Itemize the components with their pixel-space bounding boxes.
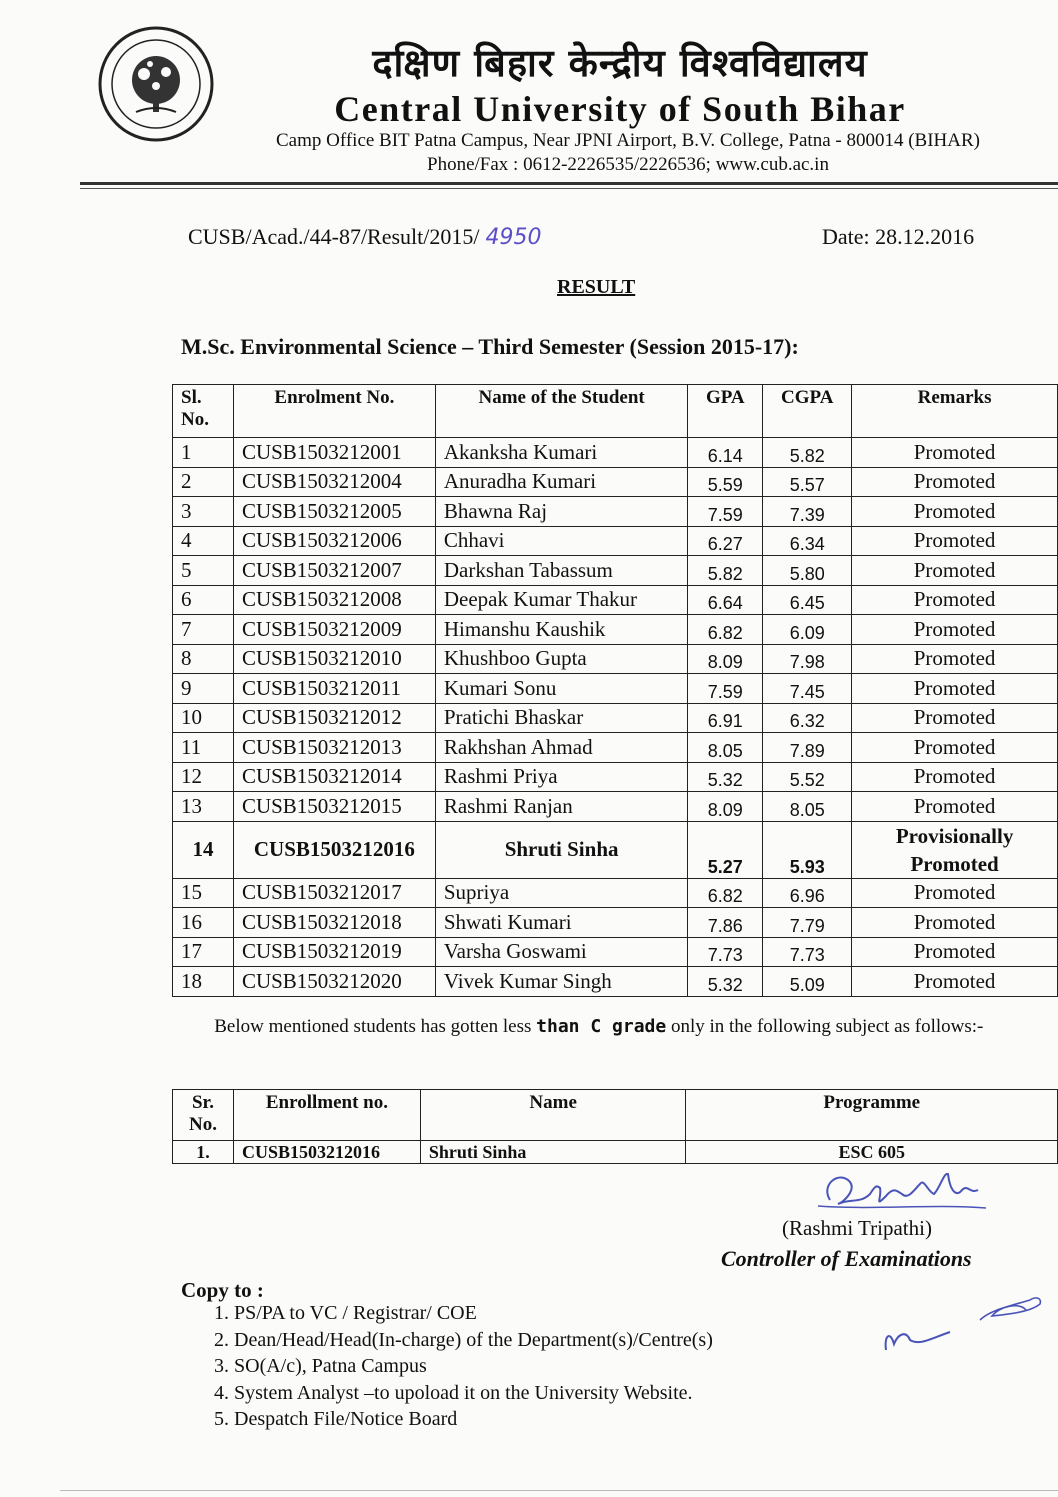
results-table-header [173,385,1058,438]
cell-student-name: Darkshan Tabassum [435,556,688,586]
results-table [172,384,1058,997]
cell-student-name: Varsha Goswami [435,937,688,967]
cell-enrolment: CUSB1503212018 [233,908,435,938]
cell-remarks: Promoted [852,615,1058,645]
cell-cgpa: 6.96 [763,878,852,908]
header-divider [80,182,1058,185]
note-text-1: Below mentioned students has gotten less [214,1016,537,1037]
cell-gpa: 7.73 [688,937,763,967]
cell-sl: 16 [173,908,234,938]
cell-remarks: Promoted [852,674,1058,704]
cell-enrolment: CUSB1503212008 [233,585,435,615]
grade-note [181,1014,1013,1039]
cell-cgpa: 7.73 [763,937,852,967]
cell-student-name: Rashmi Ranjan [435,792,688,822]
cell-sl: 2 [173,467,234,497]
list-item: 3. SO(A/c), Patna Campus [214,1355,427,1377]
cell-student-name: Anuradha Kumari [435,467,688,497]
cell-gpa: 7.86 [688,908,763,938]
cell-gpa: 6.91 [688,703,763,733]
cell-enrolment: CUSB1503212007 [233,556,435,586]
cell-cgpa: 5.09 [763,967,852,997]
cell-cgpa: 8.05 [763,792,852,822]
cell-remarks: Promoted [852,526,1058,556]
table-row [173,438,1058,468]
contact-line: Phone/Fax : 0612-2226535/2226536; www.cub.ac.in [427,154,829,175]
list-item: 4. System Analyst –to upoload it on the University Website. [214,1381,693,1404]
copy-to-heading: Copy to : [181,1278,264,1302]
cell-gpa: 6.14 [688,438,763,468]
cell-sl: 5 [173,556,234,586]
cell-remarks: Promoted [852,762,1058,792]
cell-sl: 14 [173,821,234,878]
table-row [173,967,1058,997]
letter-date: Date: 28.12.2016 [822,224,975,249]
cell-cgpa: 6.32 [763,703,852,733]
address-line: Camp Office BIT Patna Campus, Near JPNI Airport, B.V. College, Patna - 800014 (BIHAR) [276,130,980,151]
cell-gpa: 5.32 [688,762,763,792]
cell-sl: 10 [173,703,234,733]
page-bottom-line [60,1490,1058,1491]
table-row [173,497,1058,527]
handwritten-signature [810,1164,990,1220]
cell-enrolment: CUSB1503212006 [233,526,435,556]
cell-student-name: Deepak Kumar Thakur [435,585,688,615]
cell-gpa: 7.59 [688,497,763,527]
cell-sl: 8 [173,644,234,674]
cell-remarks: Promoted [852,937,1058,967]
programme-subtitle: M.Sc. Environmental Science – Third Semester (Session 2015-17): [181,334,799,359]
header-gpa: GPA [688,385,763,438]
header-sl: Sl. No. [173,385,234,438]
cell-enrolment: CUSB1503212020 [233,967,435,997]
cell-remarks: Promoted [852,908,1058,938]
result-heading: RESULT [557,276,636,298]
cell-cgpa: 7.89 [763,733,852,763]
cell-sl: 11 [173,733,234,763]
table-row [173,615,1058,645]
cell-student-name: Rashmi Priya [435,762,688,792]
table-row [173,556,1058,586]
cell-sl: 18 [173,967,234,997]
cell-enrolment: CUSB1503212012 [233,703,435,733]
cell-remarks: Promoted [852,967,1058,997]
cell-cgpa: 6.09 [763,615,852,645]
reference-handwritten-number: 4950 [485,225,542,250]
header-name: Name of the Student [435,385,688,438]
cell-student-name: Chhavi [435,526,688,556]
table-row [173,908,1058,938]
university-name-hindi: दक्षिण बिहार केन्द्रीय विश्वविद्यालय [372,41,868,85]
cell-enrolment: CUSB1503212014 [233,762,435,792]
cell-enrolment: CUSB1503212015 [233,792,435,822]
cell-student-name: Pratichi Bhaskar [435,703,688,733]
cell-gpa: 6.82 [688,615,763,645]
cell-student-name: Himanshu Kaushik [435,615,688,645]
header-programme: Programme [686,1090,1058,1141]
cell-sl: 15 [173,878,234,908]
table-row [173,1141,1058,1164]
cell-remarks: Promoted [852,585,1058,615]
cell-remarks: Provisionally Promoted [852,821,1058,878]
cell-enrolment: CUSB1503212001 [233,438,435,468]
cell-enrolment: CUSB1503212017 [233,878,435,908]
cell-student-name: Khushboo Gupta [435,644,688,674]
cell-gpa: 5.27 [688,821,763,878]
table-row [173,526,1058,556]
cell-cgpa: 5.57 [763,467,852,497]
header-enrolment: Enrolment No. [233,385,435,438]
cell-sl: 3 [173,497,234,527]
cell-student-name: Akanksha Kumari [435,438,688,468]
header-cgpa: CGPA [763,385,852,438]
cell-gpa: 5.59 [688,467,763,497]
cell-gpa: 6.82 [688,878,763,908]
cell-student-name: Shruti Sinha [435,821,688,878]
cell-name: Shruti Sinha [420,1141,686,1164]
header-sr: Sr. No. [173,1090,234,1141]
cell-enrolment: CUSB1503212009 [233,615,435,645]
cell-remarks: Promoted [852,878,1058,908]
reference-text: CUSB/Acad./44-87/Result/2015/ [188,224,480,249]
cell-cgpa: 5.93 [763,821,852,878]
cell-gpa: 8.05 [688,733,763,763]
cell-gpa: 6.27 [688,526,763,556]
cell-enrolment: CUSB1503212011 [233,674,435,704]
cell-cgpa: 7.79 [763,908,852,938]
cell-student-name: Rakhshan Ahmad [435,733,688,763]
handwritten-initials [880,1290,1050,1370]
cell-sl: 12 [173,762,234,792]
cell-remarks: Promoted [852,467,1058,497]
cell-cgpa: 5.52 [763,762,852,792]
grade-table [172,1089,1058,1164]
cell-sr: 1. [173,1141,234,1164]
table-row [173,792,1058,822]
table-row [173,733,1058,763]
cell-gpa: 7.59 [688,674,763,704]
note-text-2: only in the following subject as follows:- [666,1016,984,1037]
cell-remarks: Promoted [852,703,1058,733]
cell-sl: 6 [173,585,234,615]
list-item: 5. Despatch File/Notice Board [214,1408,458,1430]
cell-remarks: Promoted [852,497,1058,527]
grade-table-header [173,1090,1058,1141]
cell-cgpa: 6.45 [763,585,852,615]
cell-student-name: Bhawna Raj [435,497,688,527]
table-row [173,937,1058,967]
cell-remarks: Promoted [852,792,1058,822]
cell-cgpa: 5.82 [763,438,852,468]
cell-enrollment: CUSB1503212016 [233,1141,420,1164]
university-name-english: Central University of South Bihar [334,89,906,129]
cell-cgpa: 6.34 [763,526,852,556]
table-row [173,703,1058,733]
cell-cgpa: 7.39 [763,497,852,527]
copy-to-list [214,1302,713,1435]
header-divider-thin [80,188,1058,189]
header-remarks: Remarks [852,385,1058,438]
reference-number [188,224,542,250]
table-row [173,644,1058,674]
cell-enrolment: CUSB1503212010 [233,644,435,674]
cell-gpa: 8.09 [688,792,763,822]
cell-remarks: Promoted [852,438,1058,468]
cell-student-name: Kumari Sonu [435,674,688,704]
university-seal-logo [96,24,216,144]
cell-gpa: 6.64 [688,585,763,615]
header-grade-name: Name [420,1090,686,1141]
cell-remarks: Promoted [852,644,1058,674]
cell-remarks: Promoted [852,556,1058,586]
signatory-name: (Rashmi Tripathi) [782,1216,932,1240]
cell-cgpa: 7.45 [763,674,852,704]
cell-gpa: 5.82 [688,556,763,586]
table-row [173,821,1058,878]
cell-sl: 13 [173,792,234,822]
table-row [173,878,1058,908]
cell-sl: 17 [173,937,234,967]
cell-enrolment: CUSB1503212005 [233,497,435,527]
signatory-title: Controller of Examinations [721,1246,972,1271]
cell-gpa: 5.32 [688,967,763,997]
cell-remarks: Promoted [852,733,1058,763]
cell-sl: 1 [173,438,234,468]
cell-enrolment: CUSB1503212013 [233,733,435,763]
table-row [173,467,1058,497]
list-item: 1. PS/PA to VC / Registrar/ COE [214,1302,477,1324]
header-enrollment: Enrollment no. [233,1090,420,1141]
cell-enrolment: CUSB1503212019 [233,937,435,967]
cell-gpa: 8.09 [688,644,763,674]
cell-enrolment: CUSB1503212004 [233,467,435,497]
cell-sl: 4 [173,526,234,556]
cell-student-name: Vivek Kumar Singh [435,967,688,997]
cell-student-name: Shwati Kumari [435,908,688,938]
table-row [173,674,1058,704]
table-row [173,762,1058,792]
cell-programme: ESC 605 [686,1141,1058,1164]
table-row [173,585,1058,615]
cell-cgpa: 5.80 [763,556,852,586]
cell-sl: 7 [173,615,234,645]
cell-cgpa: 7.98 [763,644,852,674]
list-item: 2. Dean/Head/Head(In-charge) of the Department(s)/Centre(s) [214,1328,713,1351]
cell-enrolment: CUSB1503212016 [233,821,435,878]
cell-sl: 9 [173,674,234,704]
cell-student-name: Supriya [435,878,688,908]
note-text-bold: than C grade [536,1016,667,1037]
